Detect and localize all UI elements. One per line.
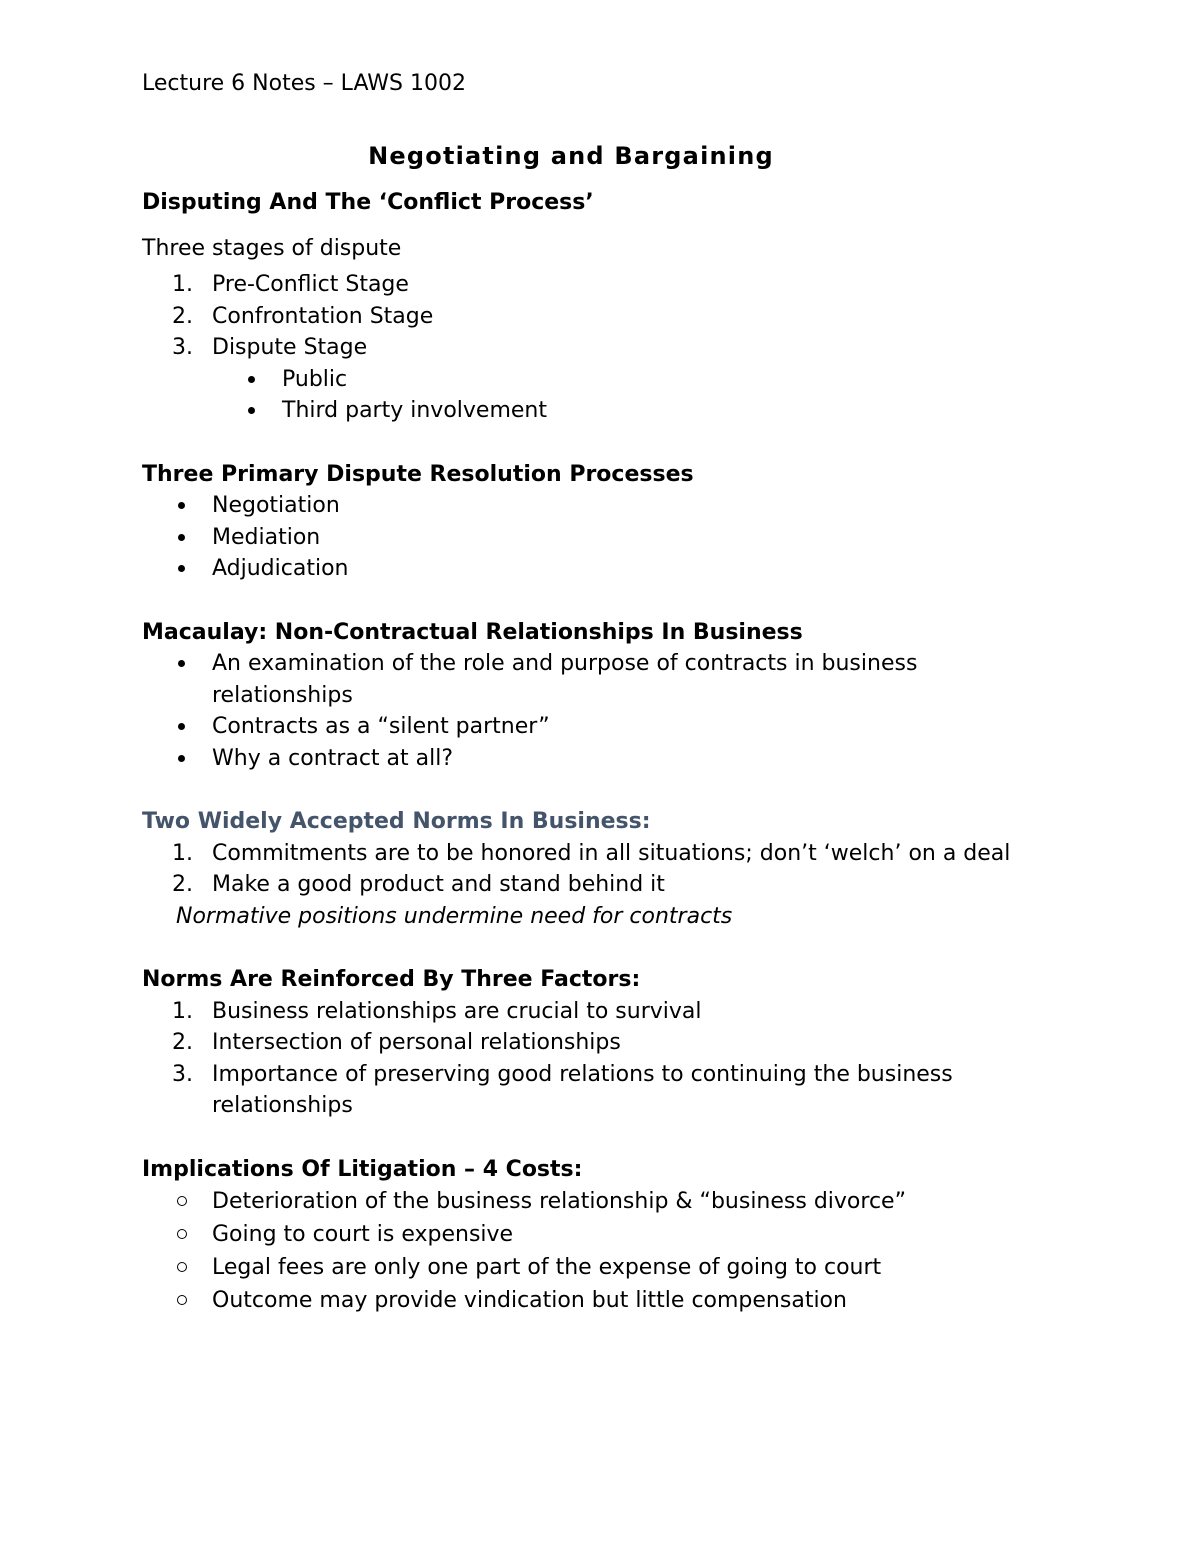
list-item [142,490,1042,522]
list-item [142,648,1042,711]
list-number: 3. [172,335,193,360]
list-item [142,838,1042,870]
document-page [142,68,1042,1317]
list-number: 2. [172,1030,193,1055]
list-item-text: Legal fees are only one part of the expense of going to court [212,1255,882,1280]
list-number: 2. [172,872,193,897]
list-item-text: Pre-Conflict Stage [212,272,409,297]
list-item [142,395,1042,427]
page-header: Lecture 6 Notes – LAWS 1002 [142,71,466,96]
list-number: 1. [172,998,193,1024]
macaulay-list [142,648,1042,774]
list-item [142,996,1042,1028]
list-item-text: Mediation [212,524,321,550]
list-item-text: Intersection of personal relationships [212,1030,621,1055]
list-item-text: Negotiation [212,493,340,518]
processes-list [142,490,1042,585]
norms-list [142,838,1042,901]
list-item [142,332,1042,364]
list-item [142,364,1042,396]
list-item [142,301,1042,333]
heading-dispute-processes: Three Primary Dispute Resolution Processes [142,461,694,487]
list-item [142,1218,1042,1251]
list-item-text: Public [282,366,348,392]
list-item [142,869,1042,901]
list-item-text: Commitments are to be honored in all situations; don’t ‘welch’ on a deal [212,840,1011,866]
list-item-text: Third party involvement [282,398,547,423]
list-item-text: Deterioration of the business relationship & “business divorce” [212,1189,906,1214]
list-item-text: Importance of preserving good relations to continuing the business relationships [212,1061,953,1118]
list-item [142,522,1042,554]
list-item-text: Going to court is expensive [212,1222,514,1247]
heading-conflict-process: Disputing And The ‘Conflict Process’ [142,190,594,215]
list-item-text: Confrontation Stage [212,303,434,329]
list-item-text: Dispute Stage [212,335,368,360]
conflict-stages-list [142,269,1042,364]
list-number: 3. [172,1061,193,1087]
list-item-text: Adjudication [212,556,349,581]
list-number: 1. [172,272,193,297]
list-item [142,1284,1042,1317]
list-item [142,711,1042,743]
list-item [142,743,1042,775]
list-item [142,1251,1042,1284]
heading-business-norms: Two Widely Accepted Norms In Business: [142,809,651,834]
litigation-list [142,1185,1042,1317]
list-item [142,1059,1042,1122]
heading-norms-reinforced: Norms Are Reinforced By Three Factors: [142,967,641,992]
list-item [142,1027,1042,1059]
list-item-text: Business relationships are crucial to survival [212,998,702,1024]
reinforced-list [142,996,1042,1122]
heading-litigation-costs: Implications Of Litigation – 4 Costs: [142,1156,583,1182]
dispute-stage-sublist [142,364,1042,427]
list-item-text: Why a contract at all? [212,745,454,771]
heading-macaulay: Macaulay: Non-Contractual Relationships In Business [142,619,803,645]
list-item-text: An examination of the role and purpose of contracts in business relationships [212,651,918,708]
list-item [142,269,1042,301]
list-item-text: Contracts as a “silent partner” [212,714,550,739]
list-item-text: Make a good product and stand behind it [212,872,665,897]
list-number: 1. [172,840,193,866]
conflict-intro: Three stages of dispute [142,235,402,261]
document-title: Negotiating and Bargaining [368,142,774,170]
norms-note: Normative positions undermine need for contracts [176,903,733,929]
list-item [142,553,1042,585]
list-item-text: Outcome may provide vindication but little compensation [212,1288,847,1313]
list-item [142,1185,1042,1218]
list-number: 2. [172,303,193,329]
